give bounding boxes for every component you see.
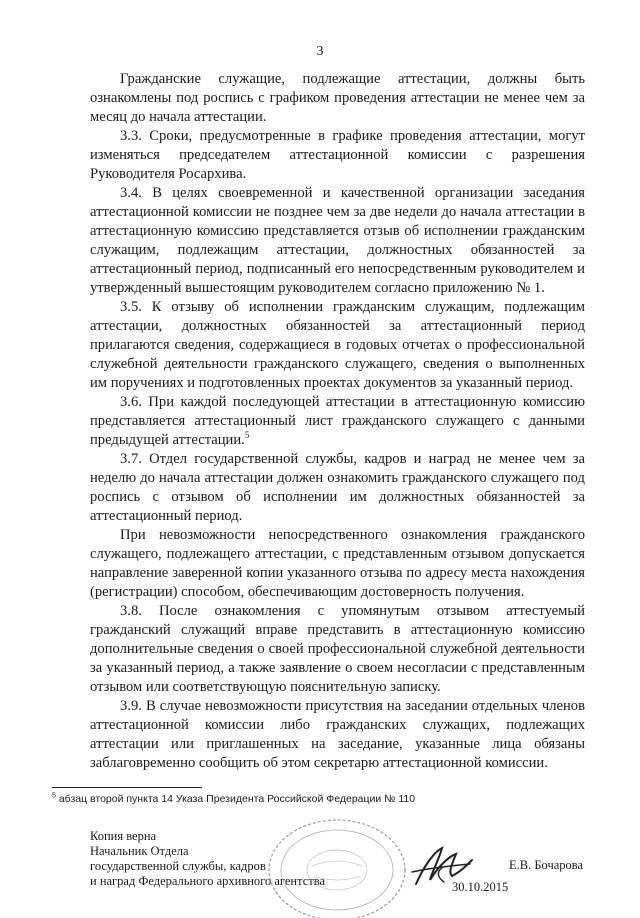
paragraph: 3.5. К отзыву об исполнении гражданским служащим, подлежащим аттестации, должностных обязанностей за аттестационный период прилагаются сведения, содержащиеся в годовых отчетах о профессиональной служебной деятельности гражданского служащего, сведения о выполненных им поручениях и подготовленных проектах документов за указанный период.: [90, 299, 585, 391]
paragraph: 3.8. После ознакомления с упомянутым отзывом аттестуемый гражданский служащий вправе представить в аттестационную комиссию дополнительные сведения о своей профессиональной служебной деятельности за указанный период, а также заявление о своем несогласии с представленным отзывом или соответствующую пояснительную записку.: [90, 603, 585, 695]
footnote: [52, 793, 415, 805]
paragraph: 3.7. Отдел государственной службы, кадров и наград не менее чем за неделю до начала аттестации должен ознакомить гражданского служащего под роспись с отзывом об исполнении им должностных обязанностей за аттестационный период.: [90, 451, 585, 524]
paragraph: 3.6. При каждой последующей аттестации в аттестационную комиссию представляется аттестационный лист гражданского служащего с данными предыдущей аттестации.$^5$: [90, 394, 585, 448]
paragraph: 3.3. Сроки, предусмотренные в графике проведения аттестации, могут изменяться председателем аттестационной комиссии с разрешения Руководителя Росархива.: [90, 128, 585, 182]
page-number: 3: [316, 44, 324, 59]
cert-line: Начальник Отдела: [90, 844, 189, 858]
official-stamp-icon: [262, 808, 412, 918]
paragraph: Гражданские служащие, подлежащие аттестации, должны быть ознакомлены под роспись с графиком проведения аттестации не менее чем за месяц до начала аттестации.: [90, 71, 585, 125]
paragraph: 3.4. В целях своевременной и качественной организации заседания аттестационной комиссии не позднее чем за две недели до начала аттестации в аттестационную комиссию представляется отзыв об исполнении гражданским служащим, подлежащим аттестации, должностных обязанностей за аттестационный период, подписанный его непосредственным руководителем и утвержденный вышестоящим руководителем согласно приложению № 1.: [90, 185, 585, 296]
paragraph: При невозможности непосредственного ознакомления гражданского служащего, подлежащего аттестации, с представленным отзывом допускается направление заверенной копии указанного отзыва по адресу места нахождения (регистрации) способом, обеспечивающим достоверность получения.: [90, 527, 585, 600]
footnote-reference[interactable]: 5: [244, 430, 250, 441]
footnote-mark: 5: [52, 792, 56, 800]
cert-line: государственной службы, кадров: [90, 859, 266, 873]
certification-date: 30.10.2015: [452, 880, 509, 894]
cert-line: и наград Федерального архивного агентства: [90, 874, 326, 888]
footnote-divider: [52, 787, 202, 788]
paragraph: 3.9. В случае невозможности присутствия на заседании отдельных членов аттестационной комиссии либо гражданских служащих, подлежащих аттестации или приглашенных на заседание, указанные лица обязаны заблаговременно сообщить об этом секретарю аттестационной комиссии.: [90, 698, 585, 771]
document-body: [90, 70, 585, 773]
footnote-text: абзац второй пункта 14 Указа Президента Российской Федерации № 110: [58, 793, 416, 805]
signer-name: Е.В. Бочарова: [509, 858, 584, 872]
cert-line: Копия верна: [90, 829, 157, 843]
